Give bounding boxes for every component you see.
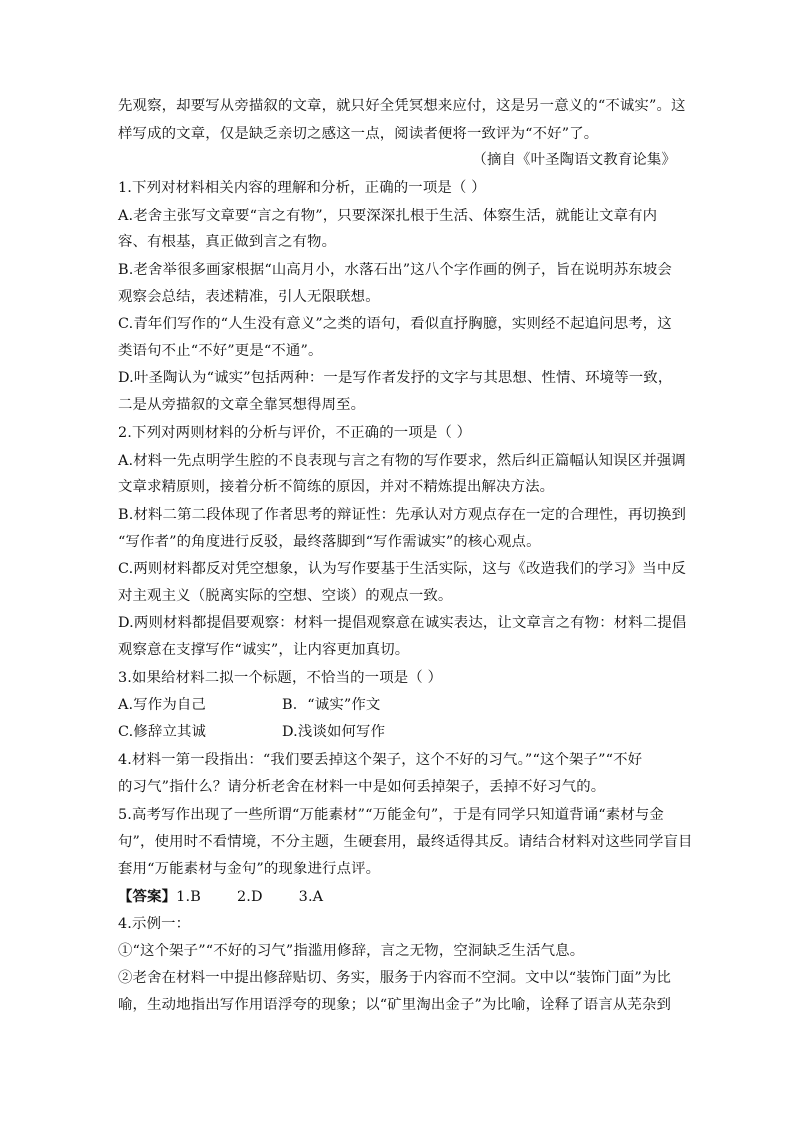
question-2-option-d: D.两则材料都提倡要观察：材料一提倡观察意在诚实表达，让文章言之有物：材料二提倡	[118, 615, 687, 631]
question-2-option-c: C.两则材料都反对凭空想象，认为写作要基于生活实际，这与《改造我们的学习》当中反	[118, 561, 686, 577]
question-5-line: 5.高考写作出现了一些所谓“万能素材”“万能金句”，于是有同学只知道背诵“素材与金	[118, 807, 664, 823]
passage-line: 先观察，却要写从旁描叙的文章，就只好全凭冥想来应付，这是另一意义的“不诚实”。这	[118, 98, 686, 114]
answer-2: 2.D	[236, 889, 263, 905]
question-3-options-cd	[118, 722, 678, 742]
question-1-option-d-cont: 二是从旁描叙的文章全靠冥想得周至。	[118, 397, 366, 413]
question-1-option-c-cont: 类语句不止“不好”更是“不通”。	[118, 343, 323, 359]
question-2-option-b-cont: “写作者”的角度进行反驳，最终落脚到“写作需诚实”的核心观点。	[118, 534, 541, 550]
question-3-option-c: C.修辞立其诚	[118, 724, 207, 740]
question-1-option-b-cont: 观察会总结，表述精准，引人无限联想。	[118, 289, 380, 305]
question-2-stem: 2.下列对两则材料的分析与评价，不正确的一项是（ ）	[118, 425, 472, 441]
question-2-option-a-cont: 文章求精原则，接着分析不简练的原因，并对不精炼提出解决方法。	[118, 479, 555, 495]
question-1-option-b: B.老舍举很多画家根据“山高月小，水落石出”这八个字作画的例子，旨在说明苏东坡会	[118, 262, 672, 278]
question-1-option-d: D.叶圣陶认为“诚实”包括两种：一是写作者发抒的文字与其思想、性情、环境等一致，	[118, 370, 673, 386]
passage-line: 样写成的文章，仅是缺乏亲切之感这一点，阅读者便将一致评为“不好”了。	[118, 126, 599, 142]
question-3-options-ab	[118, 695, 678, 715]
question-1-option-a-cont: 容、有根基，真正做到言之有物。	[118, 234, 337, 250]
answer-4-title: 4.示例一：	[118, 916, 191, 932]
question-3-option-d: D.浅谈如何写作	[282, 724, 386, 740]
answer-4-point-1: ①“这个架子”“不好的习气”指滥用修辞，言之无物，空洞缺乏生活气息。	[118, 943, 585, 959]
answer-4-point-2: ②老舍在材料一中提出修辞贴切、务实，服务于内容而不空洞。文中以“装饰门面”为比	[118, 970, 672, 986]
passage-source: （摘自《叶圣陶语文教育论集》	[472, 152, 676, 168]
question-5-line: 套用“万能素材与金句”的现象进行点评。	[118, 861, 381, 877]
question-3-option-a: A.写作为自己	[118, 697, 206, 713]
question-2-option-a: A.材料一先点明学生腔的不良表现与言之有物的写作要求，然后纠正篇幅认知误区并强调	[118, 453, 686, 469]
question-5-line: 句”，使用时不看情境，不分主题，生硬套用，最终适得其反。请结合材料对这些同学盲目	[118, 834, 693, 850]
question-2-option-c-cont: 对主观主义（脱离实际的空想、空谈）的观点一致。	[118, 588, 453, 604]
answer-label: 【答案】	[118, 888, 177, 905]
question-1-stem: 1.下列对材料相关内容的理解和分析，正确的一项是（ ）	[118, 180, 486, 196]
question-3-stem: 3.如果给材料二拟一个标题，不恰当的一项是（ ）	[118, 670, 443, 686]
answer-line	[118, 887, 678, 907]
answer-4-point-2-cont: 喻，生动地指出写作用语浮夸的现象；以“矿里淘出金子”为比喻，诠释了语言从芜杂到	[118, 997, 672, 1013]
question-4-line: 4.材料一第一段指出：“我们要丢掉这个架子，这个不好的习气。”“这个架子”“不好	[118, 752, 643, 768]
question-1-option-a: A.老舍主张写文章要“言之有物”，只要深深扎根于生活、体察生活，就能让文章有内	[118, 208, 658, 224]
question-2-option-d-cont: 观察意在支撑写作“诚实”，让内容更加真切。	[118, 642, 410, 658]
question-4-line: 的习气”指什么？请分析老舍在材料一中是如何丢掉架子，丢掉不好习气的。	[118, 779, 606, 795]
question-3-option-b: B．“诚实”作文	[282, 697, 381, 713]
question-2-option-b: B.材料二第二段体现了作者思考的辩证性：先承认对方观点存在一定的合理性，再切换到	[118, 507, 686, 523]
answer-1: 1.B	[176, 889, 201, 905]
answer-3: 3.A	[298, 889, 324, 905]
question-1-option-c: C.青年们写作的“人生没有意义”之类的语句，看似直抒胸臆，实则经不起追问思考，这	[118, 316, 672, 332]
